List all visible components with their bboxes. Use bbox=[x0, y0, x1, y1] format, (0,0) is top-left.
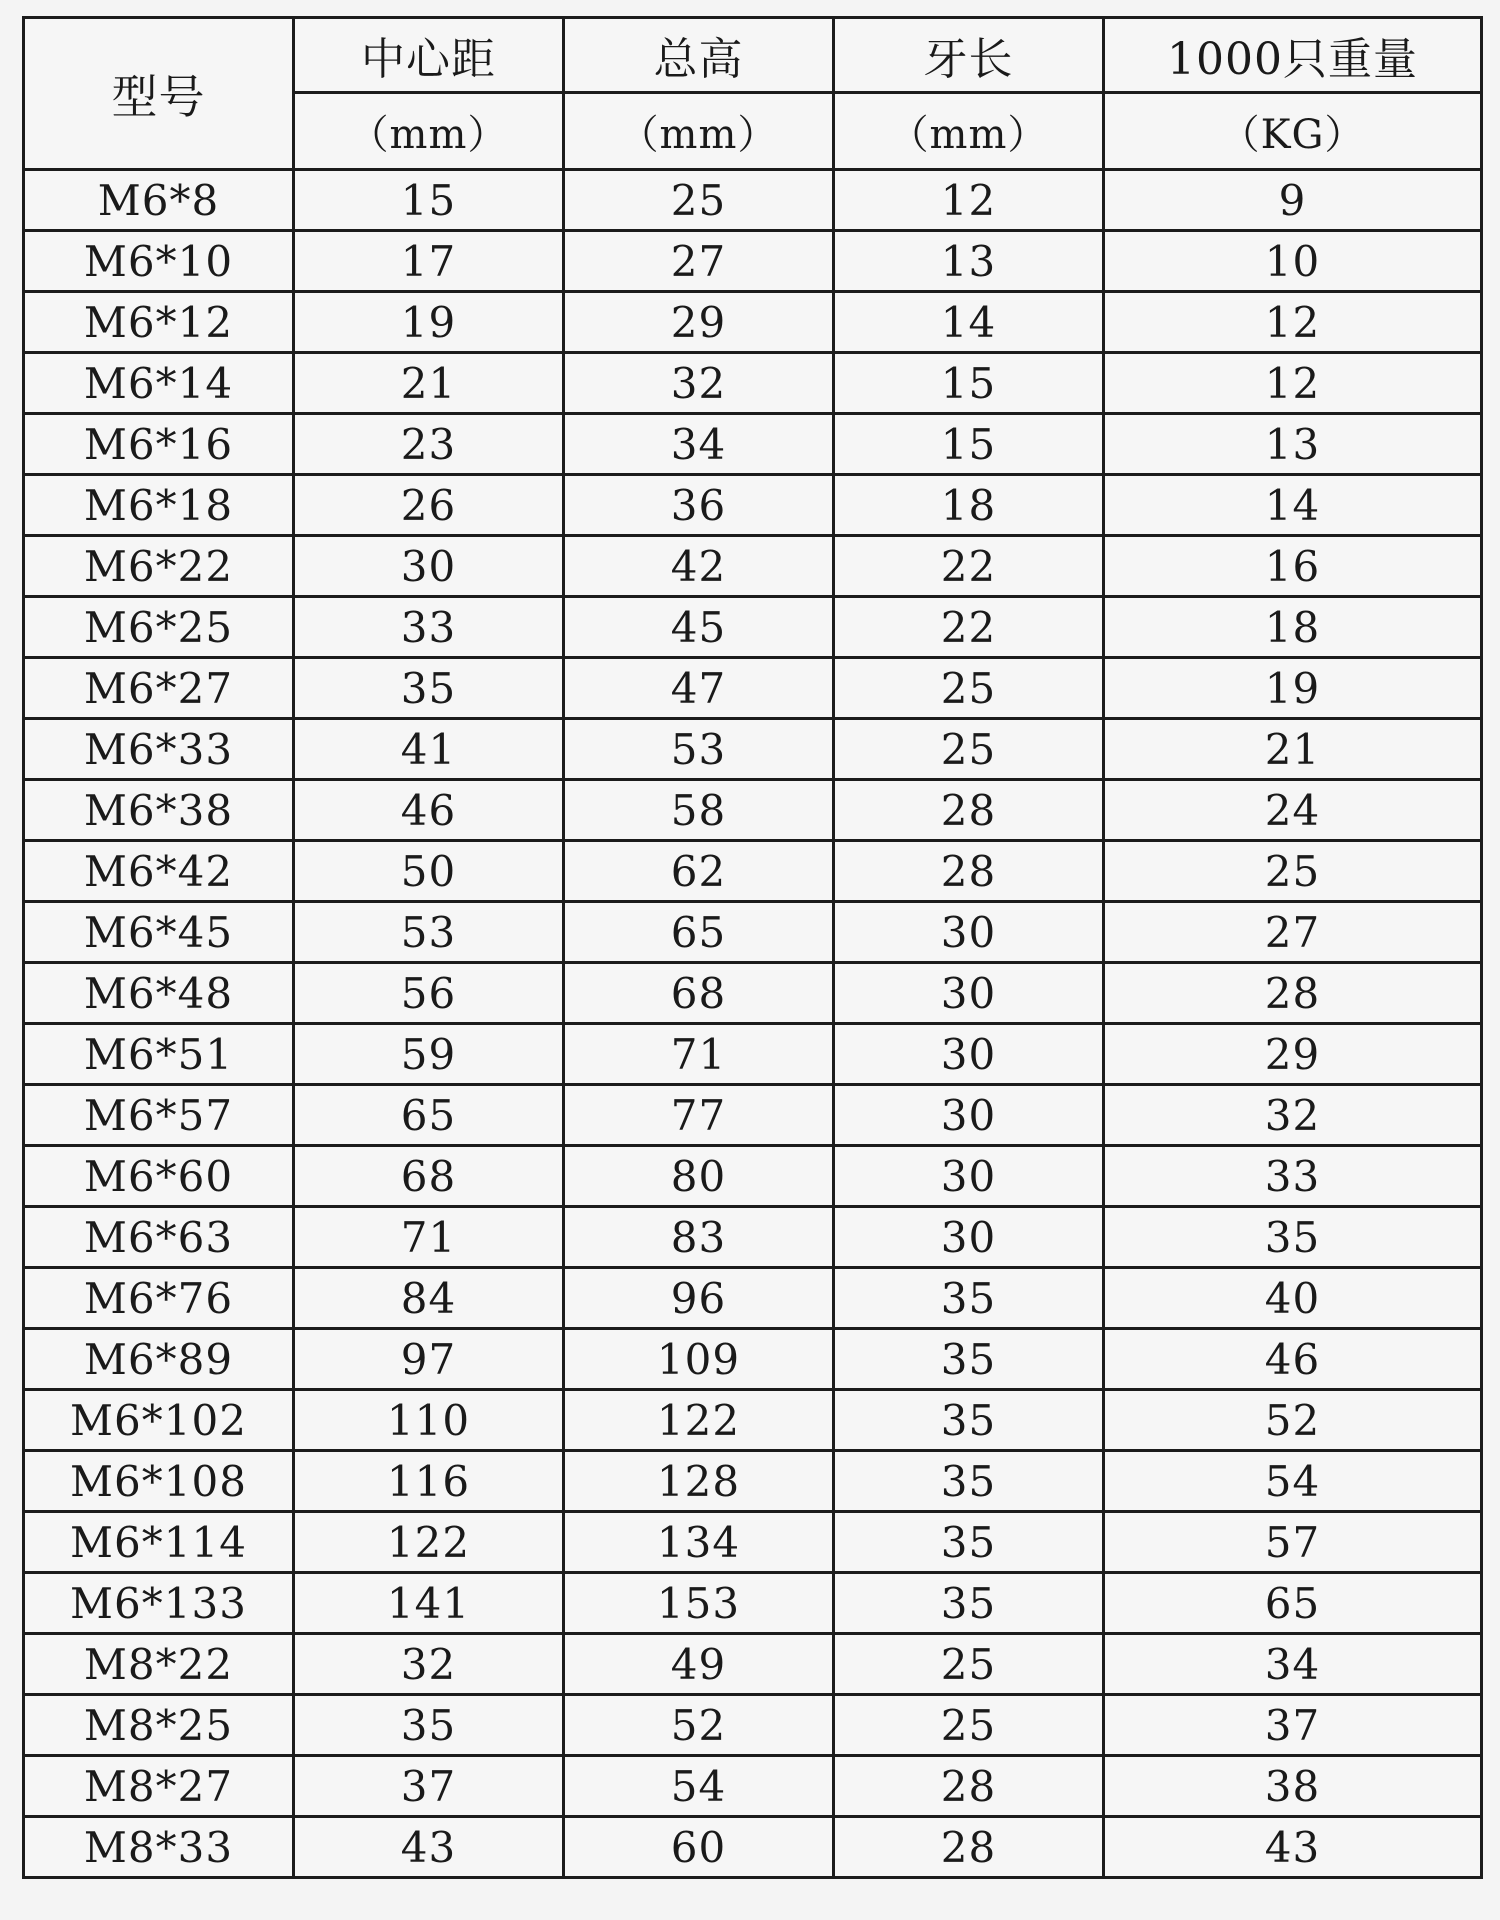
cell-model: M6*48 bbox=[24, 963, 294, 1024]
cell-total-height: 29 bbox=[564, 292, 834, 353]
cell-thread-length: 28 bbox=[834, 1817, 1104, 1878]
table-row bbox=[24, 1817, 1482, 1878]
cell-total-height: 32 bbox=[564, 353, 834, 414]
cell-weight: 12 bbox=[1104, 353, 1482, 414]
cell-total-height: 60 bbox=[564, 1817, 834, 1878]
cell-center-distance: 33 bbox=[294, 597, 564, 658]
cell-weight: 46 bbox=[1104, 1329, 1482, 1390]
cell-thread-length: 14 bbox=[834, 292, 1104, 353]
unit-thread-length: （mm） bbox=[834, 93, 1104, 170]
cell-model: M6*33 bbox=[24, 719, 294, 780]
cell-thread-length: 35 bbox=[834, 1390, 1104, 1451]
cell-center-distance: 37 bbox=[294, 1756, 564, 1817]
cell-total-height: 128 bbox=[564, 1451, 834, 1512]
cell-weight: 32 bbox=[1104, 1085, 1482, 1146]
cell-weight: 19 bbox=[1104, 658, 1482, 719]
header-row bbox=[24, 18, 1482, 93]
cell-center-distance: 26 bbox=[294, 475, 564, 536]
cell-weight: 57 bbox=[1104, 1512, 1482, 1573]
cell-total-height: 36 bbox=[564, 475, 834, 536]
cell-center-distance: 141 bbox=[294, 1573, 564, 1634]
spec-table bbox=[22, 16, 1483, 1879]
table-row bbox=[24, 658, 1482, 719]
cell-weight: 33 bbox=[1104, 1146, 1482, 1207]
cell-total-height: 134 bbox=[564, 1512, 834, 1573]
table-body bbox=[24, 170, 1482, 1878]
cell-total-height: 45 bbox=[564, 597, 834, 658]
cell-model: M6*27 bbox=[24, 658, 294, 719]
cell-center-distance: 35 bbox=[294, 1695, 564, 1756]
unit-weight: （KG） bbox=[1104, 93, 1482, 170]
table-row bbox=[24, 1146, 1482, 1207]
cell-center-distance: 97 bbox=[294, 1329, 564, 1390]
cell-total-height: 53 bbox=[564, 719, 834, 780]
cell-weight: 10 bbox=[1104, 231, 1482, 292]
table-row bbox=[24, 1024, 1482, 1085]
cell-model: M6*133 bbox=[24, 1573, 294, 1634]
cell-model: M8*25 bbox=[24, 1695, 294, 1756]
cell-center-distance: 122 bbox=[294, 1512, 564, 1573]
cell-thread-length: 25 bbox=[834, 1695, 1104, 1756]
table-row bbox=[24, 475, 1482, 536]
cell-center-distance: 15 bbox=[294, 170, 564, 231]
table-row bbox=[24, 1451, 1482, 1512]
cell-center-distance: 43 bbox=[294, 1817, 564, 1878]
cell-thread-length: 22 bbox=[834, 536, 1104, 597]
header-model: 型号 bbox=[24, 18, 294, 170]
cell-model: M6*57 bbox=[24, 1085, 294, 1146]
cell-center-distance: 110 bbox=[294, 1390, 564, 1451]
table-row bbox=[24, 963, 1482, 1024]
cell-thread-length: 22 bbox=[834, 597, 1104, 658]
table-row bbox=[24, 1634, 1482, 1695]
cell-thread-length: 30 bbox=[834, 902, 1104, 963]
cell-total-height: 42 bbox=[564, 536, 834, 597]
cell-thread-length: 35 bbox=[834, 1573, 1104, 1634]
cell-total-height: 47 bbox=[564, 658, 834, 719]
cell-total-height: 54 bbox=[564, 1756, 834, 1817]
cell-thread-length: 15 bbox=[834, 353, 1104, 414]
cell-thread-length: 30 bbox=[834, 963, 1104, 1024]
cell-total-height: 49 bbox=[564, 1634, 834, 1695]
cell-weight: 24 bbox=[1104, 780, 1482, 841]
cell-model: M6*45 bbox=[24, 902, 294, 963]
cell-total-height: 34 bbox=[564, 414, 834, 475]
cell-center-distance: 32 bbox=[294, 1634, 564, 1695]
cell-total-height: 71 bbox=[564, 1024, 834, 1085]
cell-weight: 18 bbox=[1104, 597, 1482, 658]
cell-weight: 37 bbox=[1104, 1695, 1482, 1756]
cell-thread-length: 25 bbox=[834, 658, 1104, 719]
cell-center-distance: 116 bbox=[294, 1451, 564, 1512]
cell-model: M6*102 bbox=[24, 1390, 294, 1451]
cell-weight: 40 bbox=[1104, 1268, 1482, 1329]
cell-weight: 12 bbox=[1104, 292, 1482, 353]
cell-center-distance: 23 bbox=[294, 414, 564, 475]
cell-thread-length: 30 bbox=[834, 1207, 1104, 1268]
table-row bbox=[24, 597, 1482, 658]
cell-model: M6*22 bbox=[24, 536, 294, 597]
cell-thread-length: 30 bbox=[834, 1085, 1104, 1146]
cell-center-distance: 68 bbox=[294, 1146, 564, 1207]
cell-weight: 21 bbox=[1104, 719, 1482, 780]
cell-total-height: 122 bbox=[564, 1390, 834, 1451]
cell-model: M8*33 bbox=[24, 1817, 294, 1878]
cell-weight: 54 bbox=[1104, 1451, 1482, 1512]
table-row bbox=[24, 1695, 1482, 1756]
cell-weight: 14 bbox=[1104, 475, 1482, 536]
cell-center-distance: 84 bbox=[294, 1268, 564, 1329]
table-row bbox=[24, 1329, 1482, 1390]
cell-center-distance: 56 bbox=[294, 963, 564, 1024]
table-row bbox=[24, 719, 1482, 780]
cell-model: M6*108 bbox=[24, 1451, 294, 1512]
table-header bbox=[24, 18, 1482, 170]
cell-center-distance: 17 bbox=[294, 231, 564, 292]
cell-thread-length: 25 bbox=[834, 1634, 1104, 1695]
table-row bbox=[24, 353, 1482, 414]
header-total-height: 总高 bbox=[564, 18, 834, 93]
cell-model: M6*38 bbox=[24, 780, 294, 841]
cell-center-distance: 46 bbox=[294, 780, 564, 841]
cell-weight: 25 bbox=[1104, 841, 1482, 902]
cell-weight: 29 bbox=[1104, 1024, 1482, 1085]
cell-total-height: 109 bbox=[564, 1329, 834, 1390]
cell-thread-length: 35 bbox=[834, 1451, 1104, 1512]
cell-total-height: 96 bbox=[564, 1268, 834, 1329]
table-row bbox=[24, 1512, 1482, 1573]
cell-model: M6*10 bbox=[24, 231, 294, 292]
table-row bbox=[24, 1390, 1482, 1451]
cell-center-distance: 21 bbox=[294, 353, 564, 414]
cell-thread-length: 28 bbox=[834, 1756, 1104, 1817]
header-thread-length: 牙长 bbox=[834, 18, 1104, 93]
table-row bbox=[24, 170, 1482, 231]
cell-model: M6*76 bbox=[24, 1268, 294, 1329]
cell-thread-length: 28 bbox=[834, 780, 1104, 841]
table-row bbox=[24, 231, 1482, 292]
cell-total-height: 80 bbox=[564, 1146, 834, 1207]
table-row bbox=[24, 1207, 1482, 1268]
cell-center-distance: 59 bbox=[294, 1024, 564, 1085]
cell-weight: 35 bbox=[1104, 1207, 1482, 1268]
cell-model: M6*25 bbox=[24, 597, 294, 658]
cell-total-height: 27 bbox=[564, 231, 834, 292]
cell-thread-length: 35 bbox=[834, 1268, 1104, 1329]
cell-model: M8*27 bbox=[24, 1756, 294, 1817]
unit-total-height: （mm） bbox=[564, 93, 834, 170]
cell-total-height: 58 bbox=[564, 780, 834, 841]
cell-weight: 28 bbox=[1104, 963, 1482, 1024]
cell-thread-length: 35 bbox=[834, 1329, 1104, 1390]
cell-total-height: 68 bbox=[564, 963, 834, 1024]
cell-model: M6*14 bbox=[24, 353, 294, 414]
cell-center-distance: 53 bbox=[294, 902, 564, 963]
cell-center-distance: 65 bbox=[294, 1085, 564, 1146]
header-weight: 1000只重量 bbox=[1104, 18, 1482, 93]
table-row bbox=[24, 292, 1482, 353]
cell-weight: 16 bbox=[1104, 536, 1482, 597]
cell-model: M6*114 bbox=[24, 1512, 294, 1573]
table-row bbox=[24, 1756, 1482, 1817]
table-row bbox=[24, 1085, 1482, 1146]
cell-model: M8*22 bbox=[24, 1634, 294, 1695]
cell-total-height: 25 bbox=[564, 170, 834, 231]
cell-total-height: 77 bbox=[564, 1085, 834, 1146]
cell-model: M6*51 bbox=[24, 1024, 294, 1085]
cell-weight: 34 bbox=[1104, 1634, 1482, 1695]
cell-model: M6*89 bbox=[24, 1329, 294, 1390]
cell-weight: 38 bbox=[1104, 1756, 1482, 1817]
cell-center-distance: 71 bbox=[294, 1207, 564, 1268]
cell-center-distance: 35 bbox=[294, 658, 564, 719]
cell-model: M6*60 bbox=[24, 1146, 294, 1207]
cell-total-height: 52 bbox=[564, 1695, 834, 1756]
cell-weight: 13 bbox=[1104, 414, 1482, 475]
cell-thread-length: 30 bbox=[834, 1146, 1104, 1207]
cell-weight: 52 bbox=[1104, 1390, 1482, 1451]
header-center-distance: 中心距 bbox=[294, 18, 564, 93]
cell-model: M6*63 bbox=[24, 1207, 294, 1268]
cell-center-distance: 19 bbox=[294, 292, 564, 353]
table-row bbox=[24, 1573, 1482, 1634]
cell-weight: 43 bbox=[1104, 1817, 1482, 1878]
cell-model: M6*42 bbox=[24, 841, 294, 902]
cell-thread-length: 28 bbox=[834, 841, 1104, 902]
table-row bbox=[24, 780, 1482, 841]
cell-model: M6*12 bbox=[24, 292, 294, 353]
table-row bbox=[24, 841, 1482, 902]
table-row bbox=[24, 536, 1482, 597]
cell-total-height: 62 bbox=[564, 841, 834, 902]
cell-model: M6*18 bbox=[24, 475, 294, 536]
cell-weight: 27 bbox=[1104, 902, 1482, 963]
cell-weight: 65 bbox=[1104, 1573, 1482, 1634]
cell-model: M6*16 bbox=[24, 414, 294, 475]
cell-model: M6*8 bbox=[24, 170, 294, 231]
table-row bbox=[24, 902, 1482, 963]
cell-center-distance: 50 bbox=[294, 841, 564, 902]
cell-weight: 9 bbox=[1104, 170, 1482, 231]
table-row bbox=[24, 1268, 1482, 1329]
cell-center-distance: 30 bbox=[294, 536, 564, 597]
table-row bbox=[24, 414, 1482, 475]
cell-thread-length: 30 bbox=[834, 1024, 1104, 1085]
cell-total-height: 153 bbox=[564, 1573, 834, 1634]
cell-thread-length: 25 bbox=[834, 719, 1104, 780]
cell-thread-length: 35 bbox=[834, 1512, 1104, 1573]
cell-total-height: 65 bbox=[564, 902, 834, 963]
cell-center-distance: 41 bbox=[294, 719, 564, 780]
cell-total-height: 83 bbox=[564, 1207, 834, 1268]
cell-thread-length: 12 bbox=[834, 170, 1104, 231]
cell-thread-length: 18 bbox=[834, 475, 1104, 536]
cell-thread-length: 13 bbox=[834, 231, 1104, 292]
unit-center-distance: （mm） bbox=[294, 93, 564, 170]
cell-thread-length: 15 bbox=[834, 414, 1104, 475]
